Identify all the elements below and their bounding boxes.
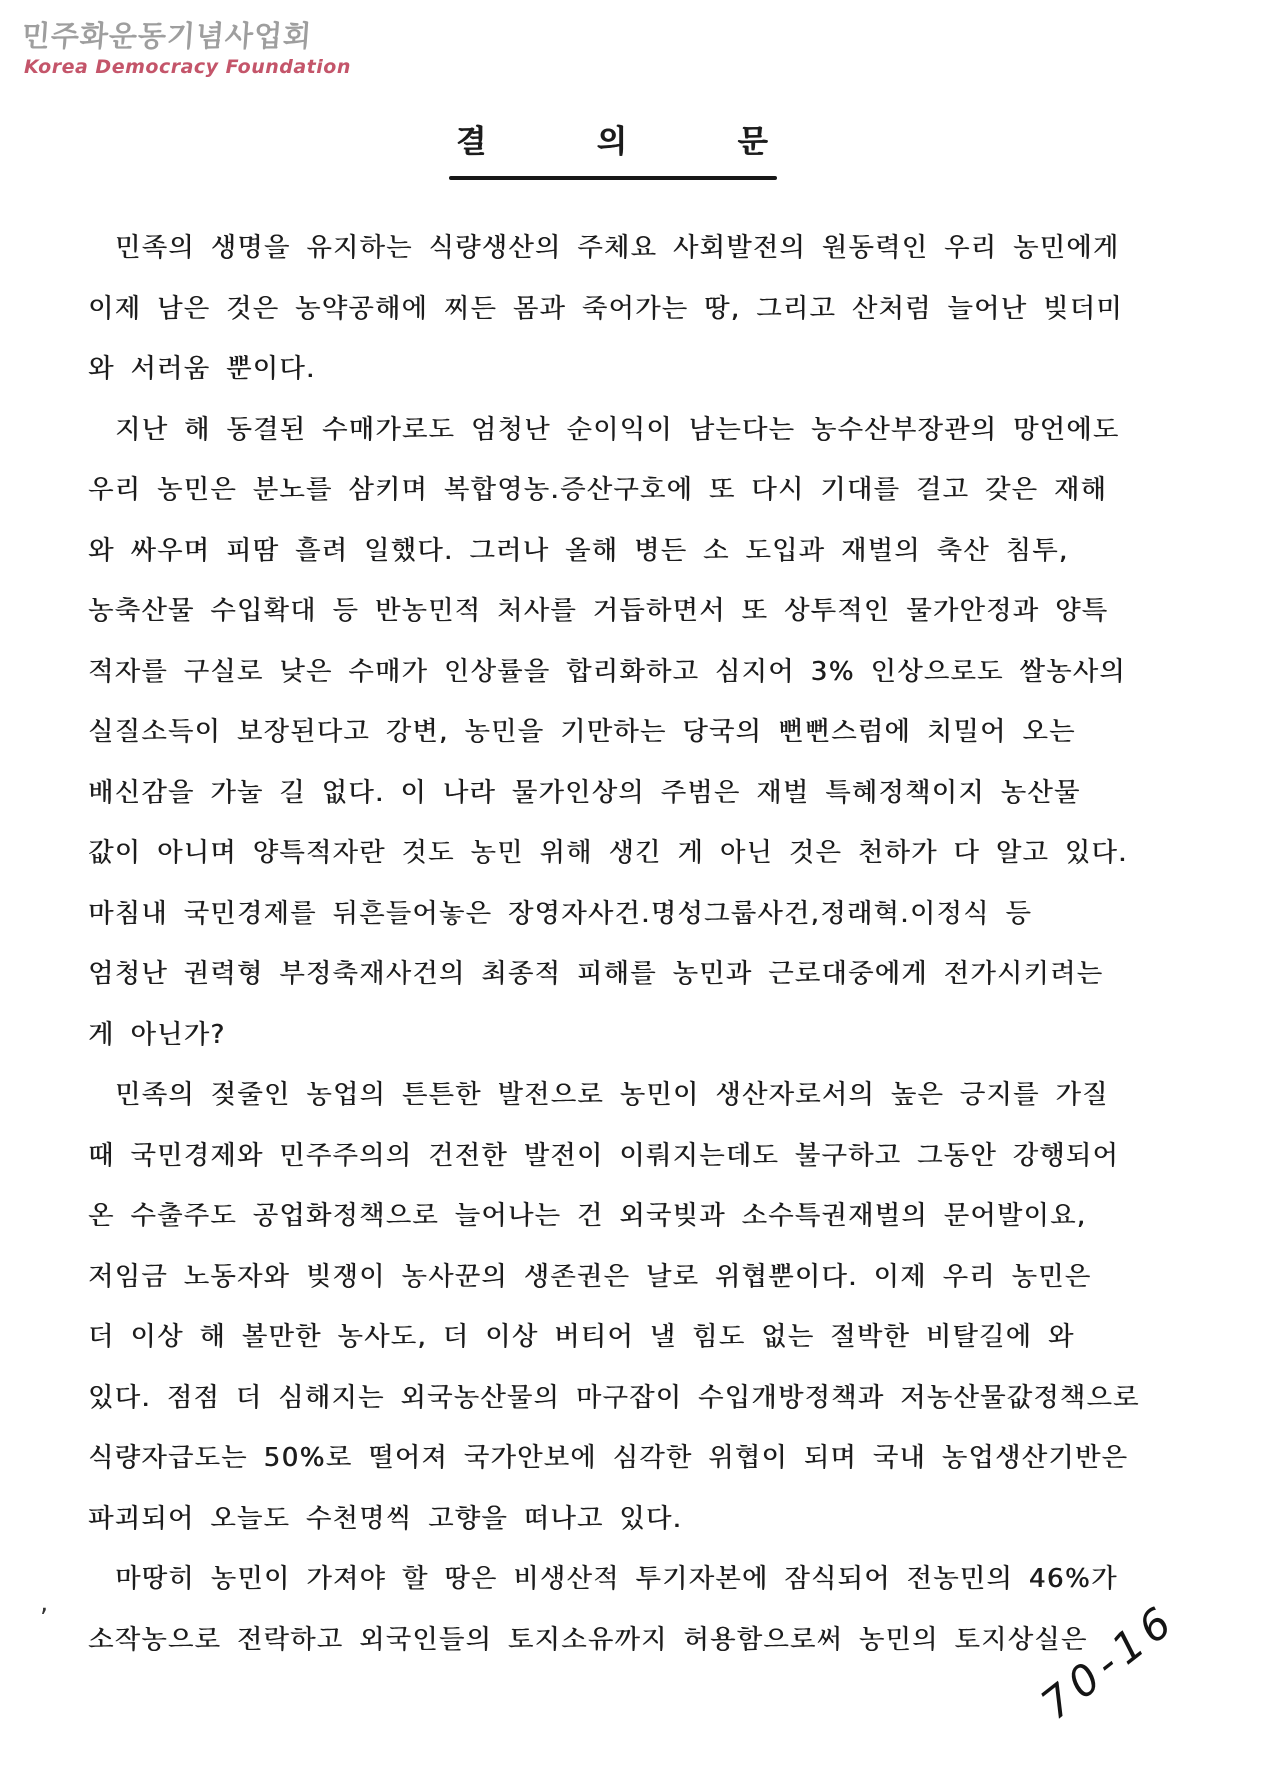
document-line: 와 싸우며 피땀 흘려 일했다. 그러나 올해 병든 소 도입과 재벌의 축산 침투, — [88, 535, 1069, 566]
document-body — [88, 218, 1228, 1670]
document-line: 민족의 젖줄인 농업의 튼튼한 발전으로 농민이 생산자로서의 높은 긍지를 가질 — [115, 1080, 1109, 1110]
document-line: 더 이상 해 볼만한 농사도, 더 이상 버티어 낼 힘도 없는 절박한 비탈길에 와 — [88, 1322, 1075, 1352]
document-line: 소작농으로 전락하고 외국인들의 토지소유까지 허용함으로써 농민의 토지상실은 — [88, 1624, 1088, 1655]
kdf-logo-korean: 민주화운동기념사업회 — [20, 19, 314, 53]
document-line: 마땅히 농민이 가져야 할 땅은 비생산적 투기자본에 잠식되어 전농민의 46%가 — [115, 1564, 1118, 1594]
document-line: 때 국민경제와 민주주의의 건전한 발전이 이뤄지는데도 불구하고 그동안 강행되어 — [88, 1140, 1120, 1171]
document-line: 마침내 국민경제를 뒤흔들어놓은 장영자사건.명성그룹사건,정래혁.이정식 등 — [88, 898, 1033, 929]
document-line: 있다. 점점 더 심해지는 외국농산물의 마구잡이 수입개방정책과 저농산물값정책으로 — [88, 1382, 1140, 1413]
document-title: 결 의 문 — [456, 124, 770, 160]
document-line: 게 아닌가? — [88, 1019, 226, 1050]
title-underline — [449, 176, 777, 180]
document-line: 식량자급도는 50%로 떨어져 국가안보에 심각한 위협이 되며 국내 농업생산기반은 — [88, 1443, 1129, 1473]
document-line: 값이 아니며 양특적자란 것도 농민 위해 생긴 게 아닌 것은 천하가 다 알고 있다. — [88, 838, 1128, 868]
document-line: 저임금 노동자와 빚쟁이 농사꾼의 생존권은 날로 위협뿐이다. 이제 우리 농민은 — [88, 1261, 1092, 1292]
document-line: 민족의 생명을 유지하는 식량생산의 주체요 사회발전의 원동력인 우리 농민에게 — [115, 233, 1120, 263]
document-line: 이제 남은 것은 농약공해에 찌든 몸과 죽어가는 땅, 그리고 산처럼 늘어난 빚더미 — [88, 293, 1123, 324]
document-line: 실질소득이 보장된다고 강변, 농민을 기만하는 당국의 뻔뻔스럼에 치밀어 오는 — [88, 717, 1076, 747]
stray-mark: , — [40, 1588, 49, 1618]
document-line: 파괴되어 오늘도 수천명씩 고향을 떠나고 있다. — [88, 1503, 683, 1534]
document-line: 우리 농민은 분노를 삼키며 복합영농.증산구호에 또 다시 기대를 걸고 갖은 재해 — [88, 475, 1108, 505]
document-line: 적자를 구실로 낮은 수매가 인상률을 합리화하고 심지어 3% 인상으로도 쌀농사의 — [88, 656, 1126, 687]
handwritten-registry-mark: 70-16 — [1031, 1593, 1186, 1729]
document-line: 엄청난 권력형 부정축재사건의 최종적 피해를 농민과 근로대중에게 전가시키려는 — [88, 959, 1104, 989]
document-line: 와 서러움 뿐이다. — [88, 354, 316, 384]
document-line: 농축산물 수입확대 등 반농민적 처사를 거듭하면서 또 상투적인 물가안정과 양특 — [88, 596, 1109, 626]
document-line: 온 수출주도 공업화정책으로 늘어나는 건 외국빚과 소수특권재벌의 문어발이요, — [88, 1201, 1087, 1231]
document-line: 배신감을 가눌 길 없다. 이 나라 물가인상의 주범은 재벌 특혜정책이지 농산물 — [88, 777, 1081, 808]
document-line: 지난 해 동결된 수매가로도 엄청난 순이익이 남는다는 농수산부장관의 망언에도 — [115, 414, 1120, 445]
kdf-logo-english: Korea Democracy Foundation — [24, 56, 351, 78]
